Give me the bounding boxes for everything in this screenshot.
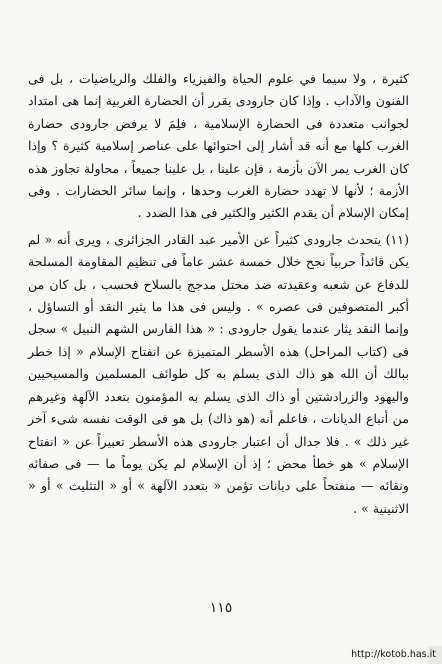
footer-url: http://kotob.has.it [351,649,436,660]
paragraph-1: كثيرة ، ولا سيما في علوم الحياة والفيزياء والفلك والرياضيات ، بل فى الفنون والآداب . وإذا كان جارودى يقرر أن الحضارة الغربية إنما هى امتداد لجوانب متعددة فى الحضارة الإسلامية ، فلِمَ لا يرفض جارودى حضارة الغرب كلها مع أنه قد أشار إلى احتوائها على عناصر إسلامية كثيرة ؟ وإذا كان الغرب يمر الآن بأزمة ، فإن علينا ، بل علينا جميعاً ، محاولة تجاوز هذه الأزمة ؛ لأنها لا تهدد حضارة الغرب وحدها ، وإنما سائر الحضارات . وفى إمكان الإسلام أن يقدم الكثير والكثير فى هذا الصدد . [28,71,409,221]
body-text [28,68,409,520]
paragraph-2: (١١) يتحدث جارودى كثيراً عن الأمير عبد القادر الجزائرى ، ويرى أنه « لم يكن قائداً حربياً نجح خلال خمسة عشر عاماً فى تنظيم المقاومة المسلحة للدفاع عن شعبه وعقيدته ضد محتل مدجج بالسلاح فحسب ، بل كان من أكبر المتصوفين فى عصره » . وليس فى هذا ما يثير النقد أو التساؤل ، وإنما النقد يثار عندما يقول جارودى : « هذا الفارس الشهم النبيل » سجل فى (كتاب المراحل) هذه الأسطر المتميزة عن انفتاح الإسلام « إذا خطر ببالك أن الله هو ذاك الذى يسلم به كل طوائف المسلمين والمسيحيين واليهود والزرادشتين أو ذاك الذى يسلم به المؤمنون بتعدد الآلهة وغيرهم من أتباع الديانات ، فاعلم أنه (هو ذاك) بل هو فى الوقت نفسه شىء آخر غير ذلك » . فلا جدال أن اعتبار جارودى هذه الأسطر تعبيراً عن « انفتاح الإسلام » هو خطأ محض ؛ إذ أن الإسلام لم يكن يوماً ما — فى صفائه ونقائه — منفتحاً على ديانات تؤمن « بتعدد الآلهة » أو « التثليث » أو « الاثنينية » . [28,231,409,516]
page-number: ١١٥ [209,600,233,616]
